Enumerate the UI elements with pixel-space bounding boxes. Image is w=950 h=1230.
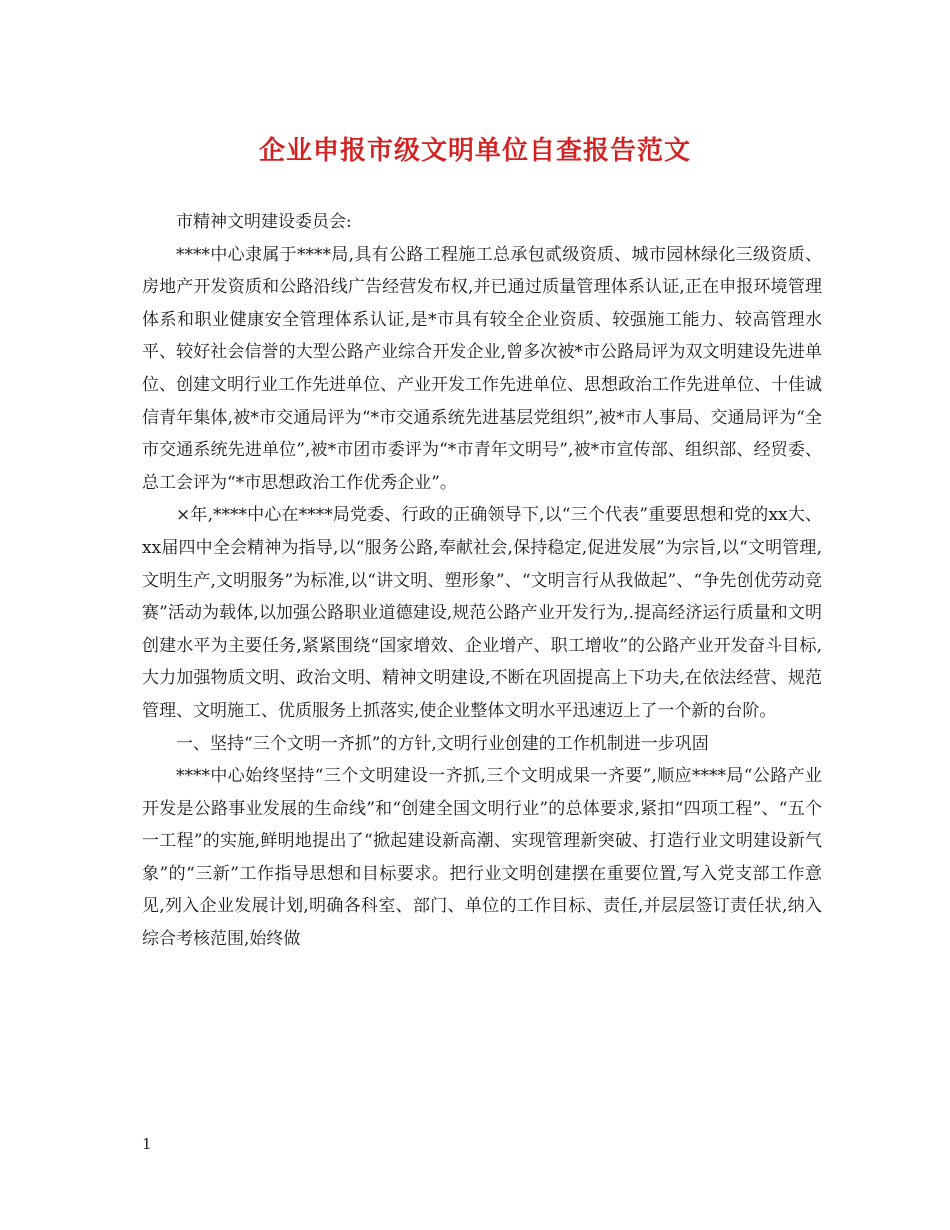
salutation: 市精神文明建设委员会: xyxy=(176,212,352,232)
document-body xyxy=(142,206,822,956)
paragraph-intro: ****中心隶属于****局,具有公路工程施工总承包贰级资质、城市园林绿化三级资质、房地产开发资质和公路沿线广告经营发布权,并已通过质量管理体系认证,正在申报环境管理体系和职业健康安全管理体系认证,是*市具有较全企业资质、较强施工能力、较高管理水平、较好社会信誉的大型公路产业综合开发企业,曾多次被*市公路局评为双文明建设先进单位、创建文明行业工作先进单位、产业开发工作先进单位、思想政治工作先进单位、十佳诚信青年集体,被*市交通局评为“*市交通系统先进基层党组织”,被*市人事局、交通局评为“全市交通系统先进单位”,被*市团市委评为“*市青年文明号”,被*市宣传部、组织部、经贸委、总工会评为“*市思想政治工作优秀企业”。 xyxy=(142,244,822,493)
paragraph-overview: ×年,****中心在****局党委、行政的正确领导下,以“三个代表”重要思想和党的xx大、xx届四中全会精神为指导,以“服务公路,奉献社会,保持稳定,促进发展”为宗旨,以“文明管理,文明生产,文明服务”为标准,以“讲文明、塑形象”、“文明言行从我做起”、“争先创优劳动竞赛”活动为载体,以加强公路职业道德建设,规范公路产业开发行为,.提高经济运行质量和文明创建水平为主要任务,紧紧围绕“国家增效、企业增产、职工增收”的公路产业开发奋斗目标,大力加强物质文明、政治文明、精神文明建设,不断在巩固提高上下功夫,在依法经营、规范管理、文明施工、优质服务上抓落实,使企业整体文明水平迅速迈上了一个新的台阶。 xyxy=(142,505,822,721)
paragraph-section-1: ****中心始终坚持“三个文明建设一齐抓,三个文明成果一齐要”,顺应****局“公路产业开发是公路事业发展的生命线”和“创建全国文明行业”的总体要求,紧扣“四项工程”、“五个一工程”的实施,鲜明地提出了“掀起建设新高潮、实现管理新突破、打造行业文明建设新气象”的“三新”工作指导思想和目标要求。把行业文明创建摆在重要位置,写入党支部工作意见,列入企业发展计划,明确各科室、部门、单位的工作目标、责任,并层层签订责任状,纳入综合考核范围,始终做 xyxy=(142,766,822,950)
page-number: 1 xyxy=(142,1135,152,1153)
document-title: 企业申报市级文明单位自查报告范文 xyxy=(258,136,691,166)
section-heading-1: 一、坚持“三个文明一齐抓”的方针,文明行业创建的工作机制进一步巩固 xyxy=(176,733,709,754)
